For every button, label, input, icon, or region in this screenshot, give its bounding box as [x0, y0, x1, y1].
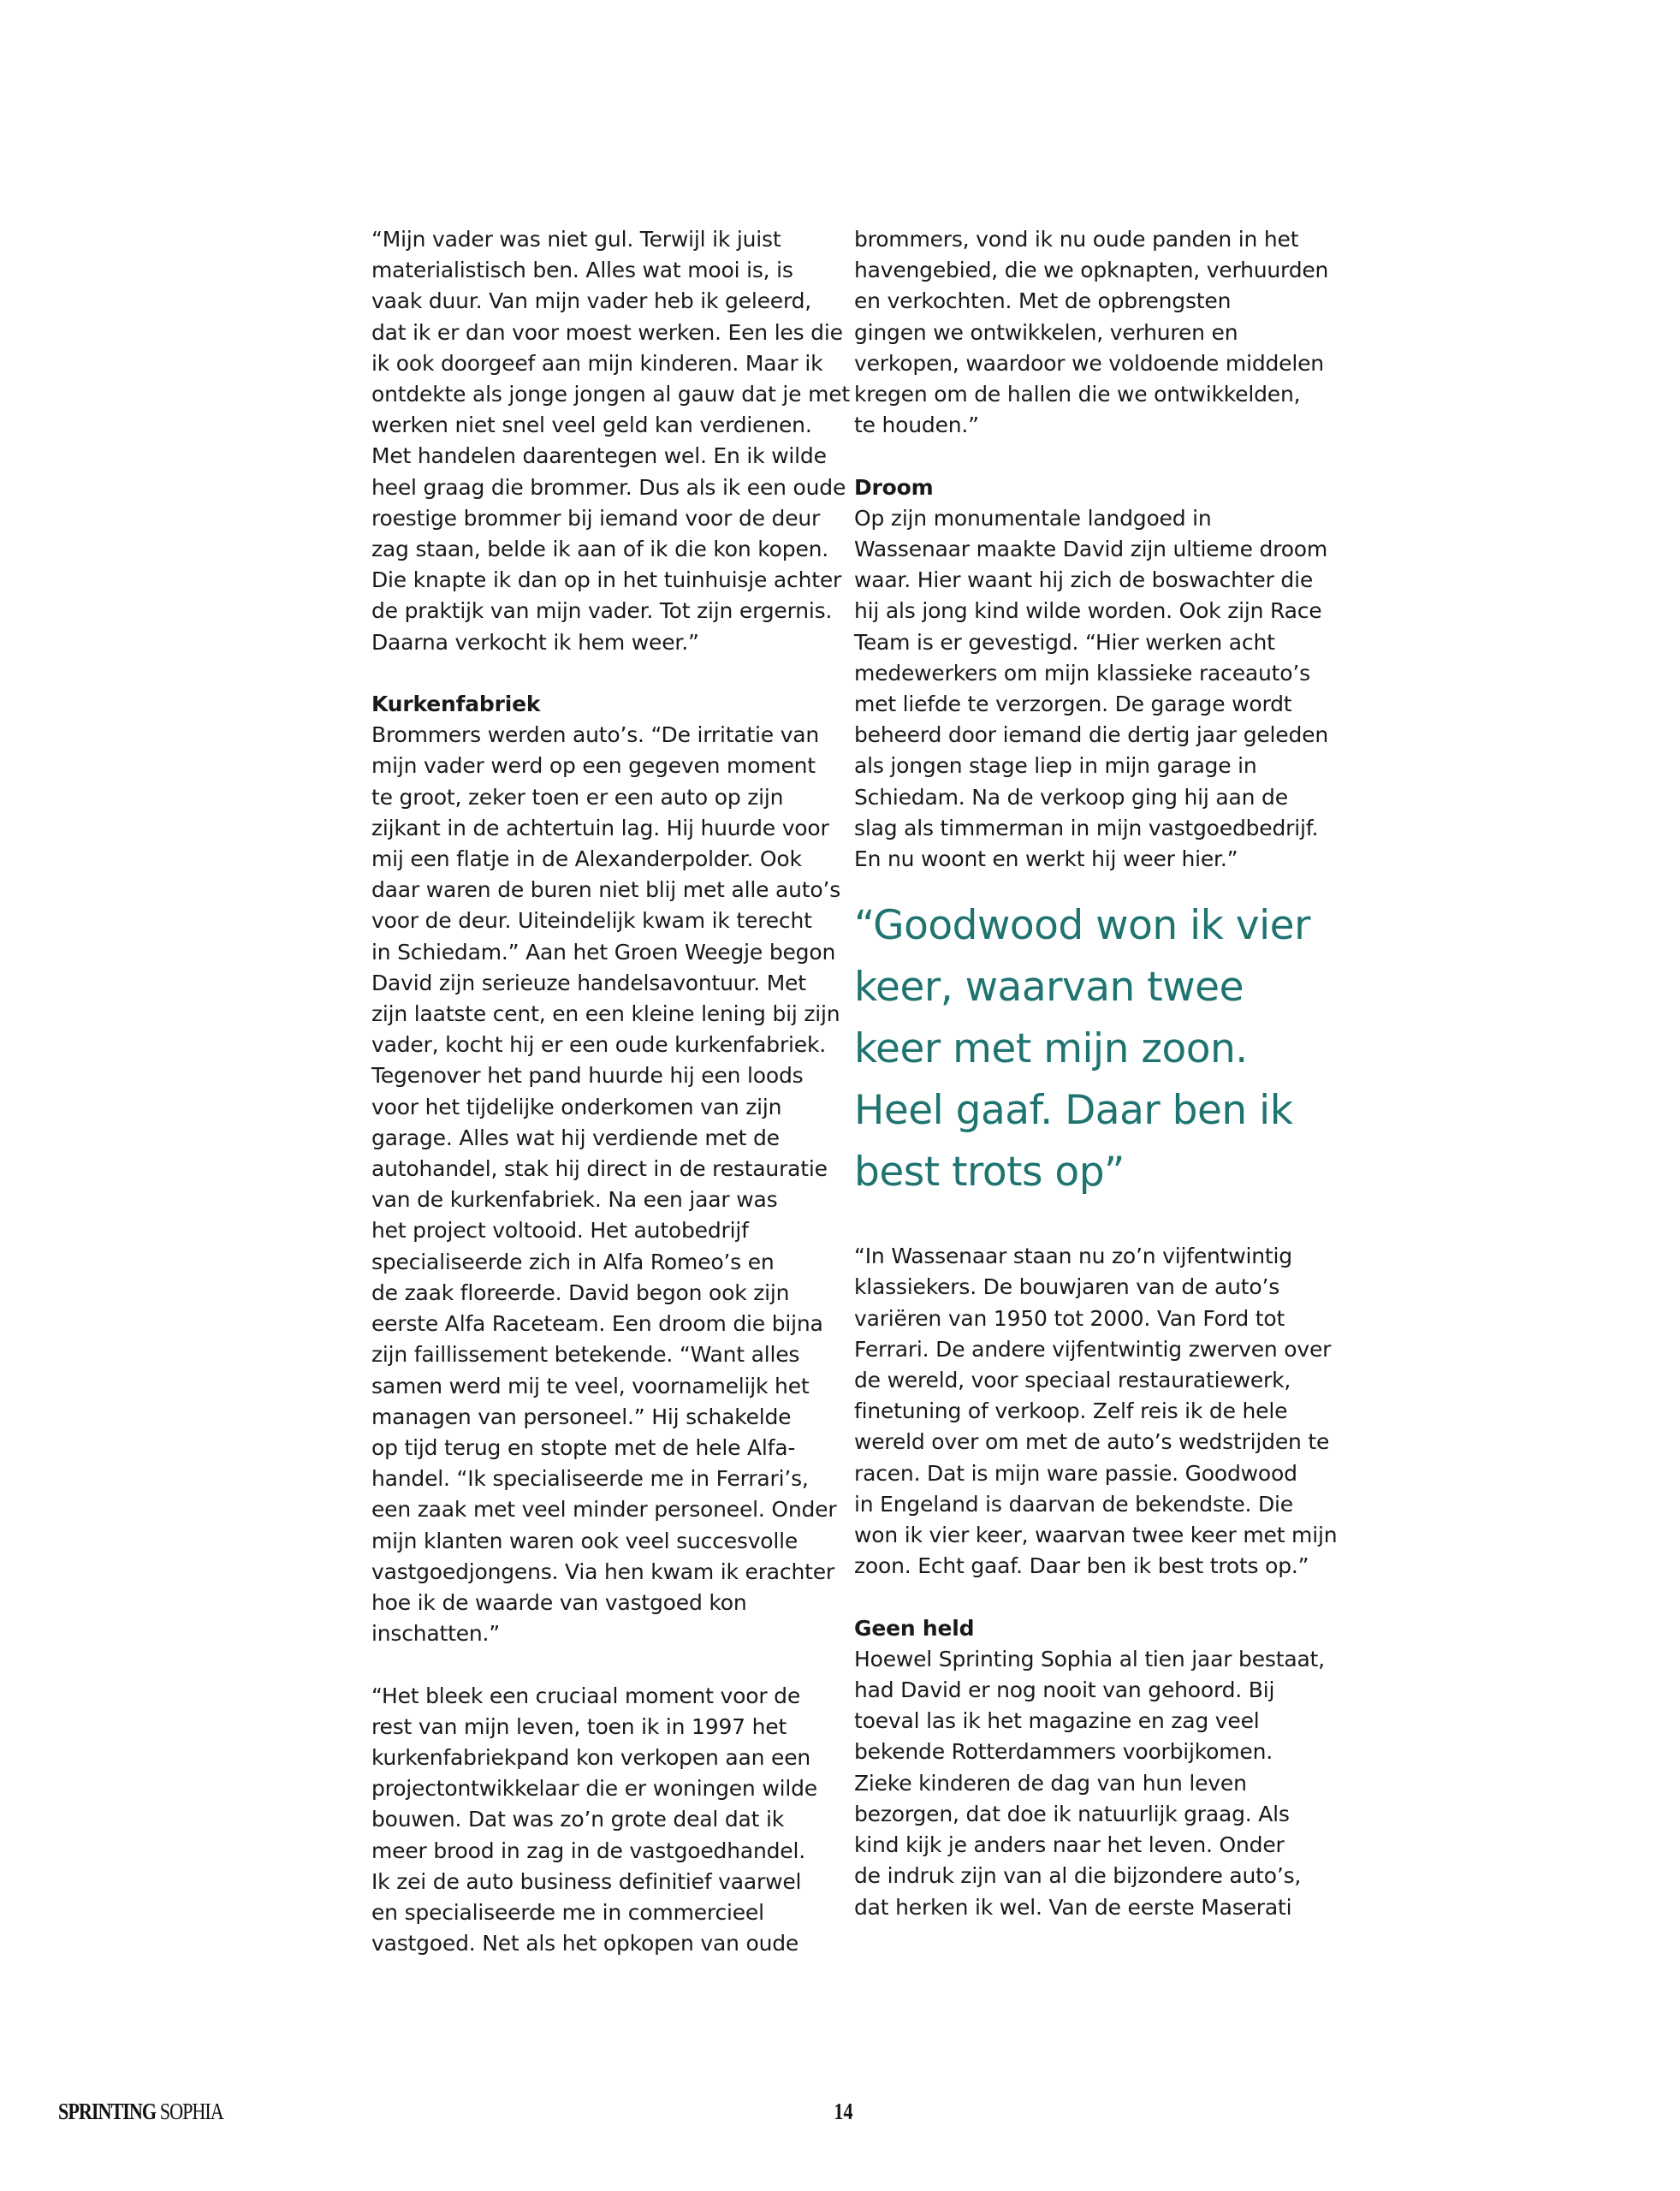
- paragraph: [854, 224, 1333, 441]
- text-line: hoe ik de waarde van vastgoed kon: [371, 1589, 747, 1615]
- paragraph: [371, 720, 851, 1649]
- text-line: best trots op”: [854, 1149, 1125, 1196]
- text-line: brommers, vond ik nu oude panden in het: [854, 227, 1299, 252]
- text-line: vaak duur. Van mijn vader heb ik geleerd,: [371, 288, 812, 314]
- text-line: te groot, zeker toen er een auto op zijn: [371, 784, 784, 810]
- text-line: kregen om de hallen die we ontwikkelden,: [854, 382, 1301, 407]
- text-line: de zaak floreerde. David begon ook zijn: [371, 1280, 790, 1305]
- text-line: ik ook doorgeef aan mijn kinderen. Maar ik: [371, 350, 823, 376]
- text-line: David zijn serieuze handelsavontuur. Met: [371, 970, 806, 995]
- text-line: En nu woont en werkt hij weer hier.”: [854, 846, 1238, 872]
- text-line: handel. “Ik specialiseerde me in Ferrari’s,: [371, 1466, 809, 1492]
- paragraph: [371, 1681, 851, 1960]
- text-line: voor de deur. Uiteindelijk kwam ik terecht: [371, 908, 812, 934]
- text-line: variëren van 1950 tot 2000. Van Ford tot: [854, 1305, 1285, 1331]
- text-line: en verkochten. Met de opbrengsten: [854, 288, 1232, 314]
- text-line: voor het tijdelijke onderkomen van zijn: [371, 1094, 782, 1119]
- text-line: Schiedam. Na de verkoop ging hij aan de: [854, 784, 1288, 810]
- pull-quote: [854, 895, 1333, 1203]
- text-line: keer met mijn zoon.: [854, 1025, 1248, 1073]
- text-line: “Het bleek een cruciaal moment voor de: [371, 1683, 800, 1708]
- text-line: roestige brommer bij iemand voor de deur: [371, 505, 821, 531]
- text-line: Met handelen daarentegen wel. En ik wilde: [371, 443, 827, 469]
- text-line: de praktijk van mijn vader. Tot zijn ergernis.: [371, 598, 833, 624]
- paragraph: [854, 503, 1333, 875]
- text-line: won ik vier keer, waarvan twee keer met mijn: [854, 1523, 1338, 1548]
- text-line: eerste Alfa Raceteam. Een droom die bijna: [371, 1311, 823, 1337]
- text-line: mijn vader werd op een gegeven moment: [371, 753, 816, 779]
- text-line: in Schiedam.” Aan het Groen Weegje begon: [371, 939, 836, 965]
- text-line: samen werd mij te veel, voornamelijk het: [371, 1373, 810, 1398]
- text-line: specialiseerde zich in Alfa Romeo’s en: [371, 1249, 775, 1274]
- text-line: zag staan, belde ik aan of ik die kon kopen.: [371, 537, 829, 562]
- text-line: beheerd door iemand die dertig jaar geleden: [854, 722, 1328, 748]
- text-line: medewerkers om mijn klassieke raceauto’s: [854, 660, 1310, 686]
- text-line: Heel gaaf. Daar ben ik: [854, 1087, 1293, 1135]
- paragraph: [854, 1241, 1338, 1582]
- page-number: 14: [834, 2099, 853, 2124]
- text-line: dat herken ik wel. Van de eerste Maserati: [854, 1894, 1292, 1920]
- text-line: meer brood in zag in de vastgoedhandel.: [371, 1838, 805, 1863]
- text-line: Op zijn monumentale landgoed in: [854, 505, 1212, 531]
- brand-bold: SPRINTING: [58, 2099, 157, 2124]
- section-heading-geen-held: Geen held: [854, 1615, 975, 1641]
- text-line: zijkant in de achtertuin lag. Hij huurde voor: [371, 815, 829, 840]
- text-line: ontdekte als jonge jongen al gauw dat je met: [371, 382, 851, 407]
- text-line: zijn laatste cent, en een kleine lening bij zijn: [371, 1001, 840, 1027]
- text-line: racen. Dat is mijn ware passie. Goodwood: [854, 1460, 1297, 1486]
- text-line: bezorgen, dat doe ik natuurlijk graag. Als: [854, 1801, 1290, 1826]
- text-line: het project voltooid. Het autobedrijf: [371, 1218, 749, 1244]
- text-line: wereld over om met de auto’s wedstrijden te: [854, 1429, 1330, 1455]
- text-line: toeval las ik het magazine en zag veel: [854, 1708, 1260, 1734]
- text-line: keer, waarvan twee: [854, 964, 1244, 1012]
- section-heading-kurkenfabriek: Kurkenfabriek: [371, 692, 541, 717]
- text-line: garage. Alles wat hij verdiende met de: [371, 1125, 780, 1150]
- text-line: zoon. Echt gaaf. Daar ben ik best trots op.”: [854, 1553, 1309, 1579]
- left-column: [371, 224, 851, 1959]
- text-line: dat ik er dan voor moest werken. Een les die: [371, 319, 843, 345]
- text-line: kurkenfabriekpand kon verkopen aan een: [371, 1744, 811, 1770]
- text-line: Daarna verkocht ik hem weer.”: [371, 629, 699, 655]
- text-line: had David er nog nooit van gehoord. Bij: [854, 1677, 1275, 1703]
- text-line: materialistisch ben. Alles wat mooi is, is: [371, 258, 793, 283]
- text-line: Ik zei de auto business definitief vaarwel: [371, 1868, 802, 1894]
- text-line: managen van personeel.” Hij schakelde: [371, 1404, 792, 1429]
- text-line: met liefde te verzorgen. De garage wordt: [854, 692, 1292, 717]
- text-line: op tijd terug en stopte met de hele Alfa-: [371, 1434, 796, 1460]
- text-line: in Engeland is daarvan de bekendste. Die: [854, 1491, 1293, 1517]
- text-line: Zieke kinderen de dag van hun leven: [854, 1770, 1247, 1796]
- text-line: “Mijn vader was niet gul. Terwijl ik juist: [371, 227, 781, 252]
- text-line: vastgoed. Net als het opkopen van oude: [371, 1931, 799, 1956]
- brand-regular: SOPHIA: [159, 2099, 223, 2124]
- text-line: vader, kocht hij er een oude kurkenfabriek.: [371, 1032, 826, 1058]
- text-line: Brommers werden auto’s. “De irritatie van: [371, 722, 820, 748]
- text-line: “In Wassenaar staan nu zo’n vijfentwintig: [854, 1244, 1292, 1269]
- paragraph: [854, 1644, 1333, 1923]
- text-line: Team is er gevestigd. “Hier werken acht: [854, 629, 1275, 655]
- text-line: autohandel, stak hij direct in de restauratie: [371, 1156, 828, 1182]
- text-line: finetuning of verkoop. Zelf reis ik de hele: [854, 1398, 1288, 1424]
- text-line: hij als jong kind wilde worden. Ook zijn Race: [854, 598, 1322, 624]
- text-line: gingen we ontwikkelen, verhuren en: [854, 319, 1238, 345]
- text-line: mijn klanten waren ook veel succesvolle: [371, 1528, 798, 1553]
- right-column: [854, 224, 1338, 1923]
- text-line: werken niet snel veel geld kan verdienen.: [371, 413, 812, 438]
- text-line: klassiekers. De bouwjaren van de auto’s: [854, 1274, 1280, 1300]
- text-line: en specialiseerde me in commercieel: [371, 1899, 764, 1925]
- paragraph: [371, 224, 851, 658]
- text-line: als jongen stage liep in mijn garage in: [854, 753, 1257, 779]
- text-line: Tegenover het pand huurde hij een loods: [371, 1063, 804, 1089]
- magazine-brand: [58, 2099, 223, 2125]
- text-line: de indruk zijn van al die bijzondere auto’s,: [854, 1863, 1302, 1889]
- text-line: slag als timmerman in mijn vastgoedbedrijf.: [854, 815, 1319, 840]
- text-line: waar. Hier waant hij zich de boswachter die: [854, 567, 1314, 593]
- text-line: heel graag die brommer. Dus als ik een oude: [371, 474, 846, 500]
- text-line: kind kijk je anders naar het leven. Onder: [854, 1832, 1285, 1858]
- text-line: verkopen, waardoor we voldoende middelen: [854, 350, 1324, 376]
- text-line: bouwen. Dat was zo’n grote deal dat ik: [371, 1807, 785, 1832]
- text-line: rest van mijn leven, toen ik in 1997 het: [371, 1713, 787, 1739]
- text-line: inschatten.”: [371, 1621, 501, 1647]
- text-line: havengebied, die we opknapten, verhuurden: [854, 258, 1329, 283]
- text-line: bekende Rotterdammers voorbijkomen.: [854, 1739, 1273, 1765]
- text-line: een zaak met veel minder personeel. Onder: [371, 1497, 837, 1523]
- text-line: Wassenaar maakte David zijn ultieme droom: [854, 537, 1328, 562]
- text-line: Die knapte ik dan op in het tuinhuisje achter: [371, 567, 842, 593]
- text-line: Hoewel Sprinting Sophia al tien jaar bestaat,: [854, 1646, 1325, 1671]
- text-line: van de kurkenfabriek. Na een jaar was: [371, 1187, 778, 1213]
- text-line: Ferrari. De andere vijfentwintig zwerven over: [854, 1336, 1332, 1362]
- text-line: projectontwikkelaar die er woningen wilde: [371, 1776, 817, 1802]
- text-line: daar waren de buren niet blij met alle auto’s: [371, 877, 841, 903]
- text-line: zijn faillissement betekende. “Want alles: [371, 1342, 800, 1368]
- text-line: te houden.”: [854, 413, 979, 438]
- text-line: vastgoedjongens. Via hen kwam ik erachter: [371, 1559, 834, 1584]
- text-line: “Goodwood won ik vier: [854, 902, 1310, 950]
- text-line: mij een flatje in de Alexanderpolder. Ook: [371, 846, 802, 872]
- section-heading-droom: Droom: [854, 474, 934, 500]
- text-line: de wereld, voor speciaal restauratiewerk,: [854, 1368, 1291, 1393]
